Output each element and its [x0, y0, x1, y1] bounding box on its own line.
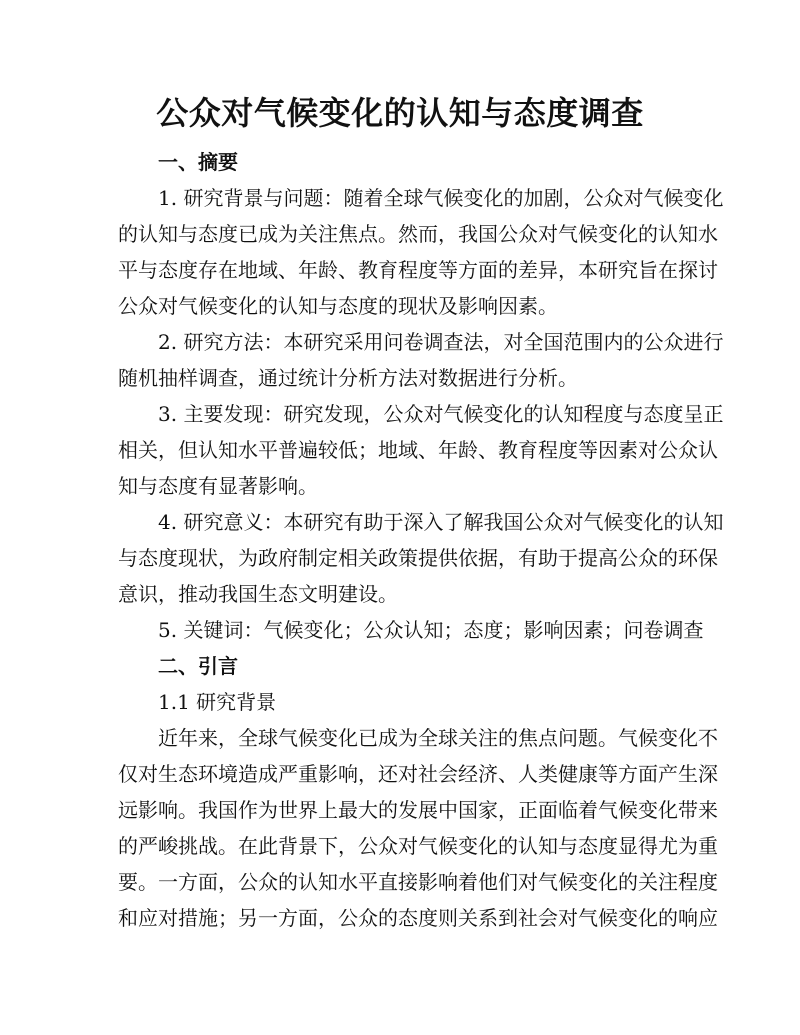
- abstract-item-5-keywords: [118, 612, 704, 648]
- text-line: 意识，推动我国生态文明建设。: [118, 582, 398, 606]
- intro-paragraph: [118, 720, 718, 936]
- text-line: 4. 研究意义：本研究有助于深入了解我国公众对气候变化的认知: [158, 510, 724, 534]
- text-line: 的严峻挑战。在此背景下，公众对气候变化的认知与态度显得尤为重: [118, 834, 718, 858]
- text-line: 和应对措施；另一方面，公众的态度则关系到社会对气候变化的响应: [118, 906, 718, 930]
- abstract-item-1: [118, 180, 724, 324]
- text-line: 近年来，全球气候变化已成为全球关注的焦点问题。气候变化不: [158, 726, 718, 750]
- text-line: 平与态度存在地域、年龄、教育程度等方面的差异，本研究旨在探讨: [118, 258, 718, 282]
- text-line: 知与态度有显著影响。: [118, 474, 318, 498]
- text-line: 公众对气候变化的认知与态度的现状及影响因素。: [118, 294, 558, 318]
- text-line: 远影响。我国作为世界上最大的发展中国家，正面临着气候变化带来: [118, 798, 718, 822]
- abstract-item-3: [118, 396, 724, 504]
- text-line: 要。一方面，公众的认知水平直接影响着他们对气候变化的关注程度: [118, 870, 718, 894]
- text-line: 相关，但认知水平普遍较低；地域、年龄、教育程度等因素对公众认: [118, 438, 718, 462]
- text-line: 3. 主要发现：研究发现，公众对气候变化的认知程度与态度呈正: [158, 402, 724, 426]
- section-heading-abstract: 一、摘要: [158, 150, 238, 174]
- text-line: 2. 研究方法：本研究采用问卷调查法，对全国范围内的公众进行: [158, 330, 724, 354]
- text-line: 1. 研究背景与问题：随着全球气候变化的加剧，公众对气候变化: [158, 186, 724, 210]
- text-line: 仅对生态环境造成严重影响，还对社会经济、人类健康等方面产生深: [118, 762, 718, 786]
- text-line: 与态度现状，为政府制定相关政策提供依据，有助于提高公众的环保: [118, 546, 718, 570]
- section-heading-introduction: 二、引言: [158, 654, 238, 678]
- subsection-heading-background: 1.1 研究背景: [158, 690, 277, 714]
- text-line: 的认知与态度已成为关注焦点。然而，我国公众对气候变化的认知水: [118, 222, 718, 246]
- abstract-item-4: [118, 504, 724, 612]
- text-line: 随机抽样调查，通过统计分析方法对数据进行分析。: [118, 366, 578, 390]
- document-body: [118, 144, 724, 936]
- text-line: 5. 关键词：气候变化；公众认知；态度；影响因素；问卷调查: [158, 618, 704, 642]
- document-title: 公众对气候变化的认知与态度调查: [156, 94, 644, 132]
- abstract-item-2: [118, 324, 724, 396]
